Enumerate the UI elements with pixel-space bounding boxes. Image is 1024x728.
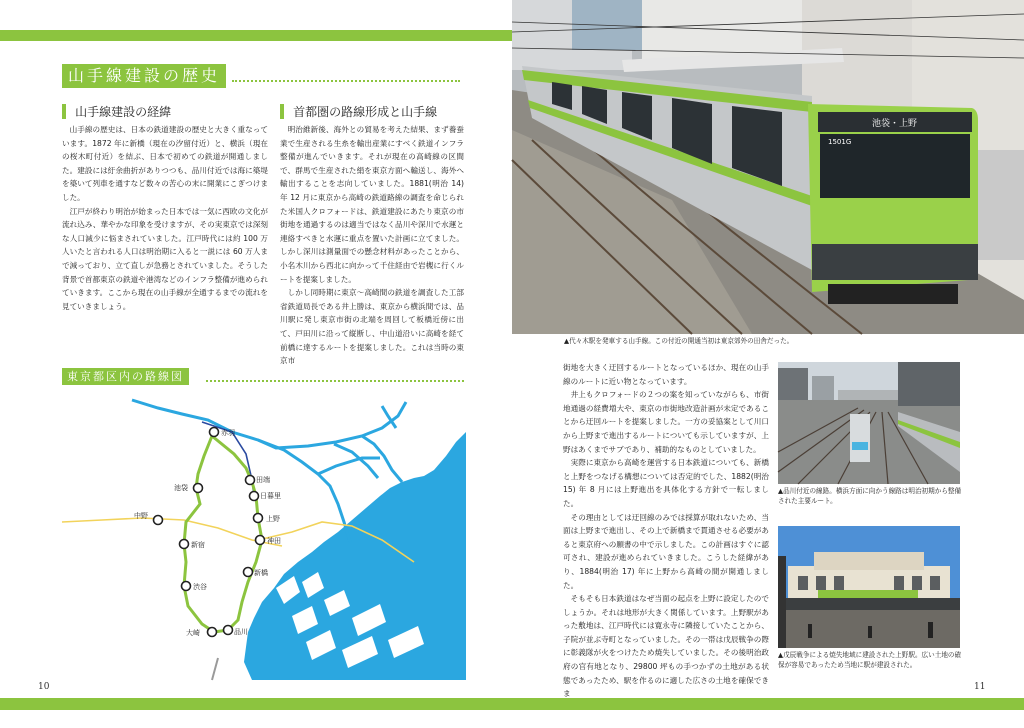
station-shinagawa (224, 626, 233, 635)
label-akabane: 赤羽 (221, 429, 235, 437)
station-ikebukuro (194, 484, 203, 493)
ueno-photo (778, 526, 960, 648)
col2-heading-bar (280, 104, 284, 119)
train-destination-sign: 池袋・上野 (872, 119, 918, 129)
col1-paragraph-1: 山手線の歴史は、日本の鉄道建設の歴史と大きく重なっています。1872 年に新橋（現在の汐留付近）と、横浜（現在の桜木町付近）を結ぶ、日本で初めての鉄道が開通しました。建設には紆余曲折がありつつも、品川付近では海に築堤を築いて列車を通すなど数々の苦心の末に開業にこぎつけました。 (62, 125, 268, 202)
label-kanda: 神田 (267, 537, 281, 545)
col1-paragraph-2: 江戸が終わり明治が始まった日本では一気に西欧の文化が流れ込み、華やかな印象を受けますが、その実東京では深刻な人口減少に悩まされていました。江戸時代には約 100 万人いたと言われる人口は明治期に入ると一説には 60 万人まで減っており、立て直しが急務とされていました。そうした背景で首都東京の鉄道や港湾などのインフラ整備が進められていきます。ここから現在の山手線が全通するまでの流れを見ていきましょう。 (62, 206, 268, 311)
col1-heading (62, 101, 262, 119)
shinagawa-photo-drawing (778, 362, 960, 484)
map-water (244, 432, 466, 680)
col2-paragraph-2: しかし同時期に東京〜高崎間の鉄道を調査した工部省鉄道局長である井上勝は、東京から横浜間では、品川駅に発し東京市街の北端を周回して板橋近傍に出て、戸田川に沿って縦断し、中山道沿いに高崎を経て前橋に達するルートを提案しました。これは当時の東京市 (280, 288, 464, 366)
station-osaki (208, 628, 217, 637)
right-paragraph-5: そもそも日本鉄道はなぜ当面の起点を上野に設定したのでしょうか。それは地形が大きく関係しています。上野駅があった敷地は、江戸時代には寛永寺に隣接していたことから、子院が並ぶ寺町となっていました。その一帯は戊辰戦争の際に彰義隊が火をつけたため焼失していました。その後明治政府の官有地となり、29800 坪もの手つかずの土地がある状態であったため、駅を作るのに適した広さの土地を確保できま (563, 594, 769, 699)
map-title: 東京都区内の路線図 (62, 368, 189, 385)
station-shinbashi (244, 568, 253, 577)
map-station-labels (134, 428, 281, 637)
right-paragraph-4: その理由としては迂回線のみでは採算が取れないため、当面は上野まで進出し、その上で新橋まで貫通させる必要があると東京府への願書の中で示しました。この計画はすぐに認可され、建設が進められていきました。こうした経緯があり、1884(明治 17) 年に上野から高崎の間が開通しました。 (563, 512, 769, 590)
photo-bottom-caption: ▲戊辰戦争による焼失地域に建設された上野駅。広い土地の確保が容易であったため当地に駅が建設された。 (778, 651, 962, 669)
label-shinjuku: 新宿 (191, 541, 205, 549)
col2-body (280, 123, 464, 366)
right-paragraph-3: 実際に東京から高崎を運営する日本鉄道についても、新橋と上野をつなげる構想については否定的でした、1882(明治 15) 年 8 月には上野進出を具体化する方針で一転しました。 (563, 458, 769, 508)
label-ueno: 上野 (266, 515, 280, 523)
station-kanda (256, 536, 265, 545)
route-map (62, 392, 466, 680)
station-ueno (254, 514, 263, 523)
label-osaki: 大崎 (186, 629, 200, 637)
photo-mid-caption: ▲品川付近の線路。横浜方面に向かう線路は明治初期から整備された主要ルート。 (778, 487, 962, 505)
station-nippori (250, 492, 259, 501)
col2-paragraph-1: 明治維新後、海外との貿易を考えた結果、まず養蚕業で生産される生糸を輸出産業にすべく鉄道インフラ整備が進んでいきます。それが現在の高崎線の区間で、群馬で生産された絹を東京方面へ輸送し、海外へ輸出することを志向していました。1881(明治 14) 年 12 月に東京から高崎の鉄道路線の調査を命じられた米国人クロフォードは、鉄道建設にあたり東京の市街地を通過するのは適当ではなく品川や深川で水運と連絡すべきと水運に重点を置いた計画に立てました。しかし深川は測量面での懸念材料があったことから、小名木川から西北に向かって千住経由で岩槻に行くルートを提案しました。 (280, 125, 464, 284)
label-shinagawa: 品川 (234, 628, 248, 636)
label-tabata: 田端 (256, 476, 270, 484)
ueno-photo-drawing (778, 526, 960, 648)
right-body (563, 361, 769, 699)
label-shibuya: 渋谷 (193, 583, 207, 591)
col2-heading (280, 101, 480, 119)
station-akabane (210, 428, 219, 437)
station-tabata (246, 476, 255, 485)
section-title-dots (232, 80, 460, 82)
right-paragraph-2: 井上もクロフォードの２つの案を知っていながらも、市街地通過の経費増大や、東京の市街地改造計画が未定であることから迂回ルートを提案しました。一方の妥協案として川口から上野まで進出するルートについても示していますが、上野はあくまでサブであり、補助的なものとしていました。 (563, 390, 769, 454)
shinagawa-photo (778, 362, 960, 484)
col1-heading-text: 山手線建設の経緯 (75, 105, 172, 119)
yamanote-loop (184, 436, 262, 632)
label-shinbashi: 新橋 (254, 569, 268, 577)
col1-body (62, 123, 268, 313)
bottom-band (0, 698, 1024, 710)
col1-heading-bar (62, 104, 66, 119)
page-number-left: 10 (38, 682, 50, 692)
label-ikebukuro: 池袋 (174, 484, 188, 492)
right-paragraph-1: 街地を大きく迂回するルートとなっているほか、現在の山手線のルートに近い物となっています。 (563, 363, 769, 386)
photo-top-caption: ▲代々木駅を発車する山手線。この付近の開通当初は東京郊外の田舎だった。 (564, 337, 794, 345)
section-title: 山手線建設の歴史 (62, 64, 226, 88)
station-nakano (154, 516, 163, 525)
train-photo-drawing (512, 0, 1024, 334)
label-nakano: 中野 (134, 512, 148, 520)
col2-heading-text: 首都圏の路線形成と山手線 (293, 105, 438, 119)
train-number-sign: 1501G (828, 138, 852, 146)
top-band (0, 30, 512, 41)
page-number-right: 11 (974, 682, 986, 692)
station-shibuya (182, 582, 191, 591)
map-title-dots (206, 380, 464, 382)
station-shinjuku (180, 540, 189, 549)
label-nippori: 日暮里 (260, 492, 281, 500)
train-photo (512, 0, 1024, 334)
